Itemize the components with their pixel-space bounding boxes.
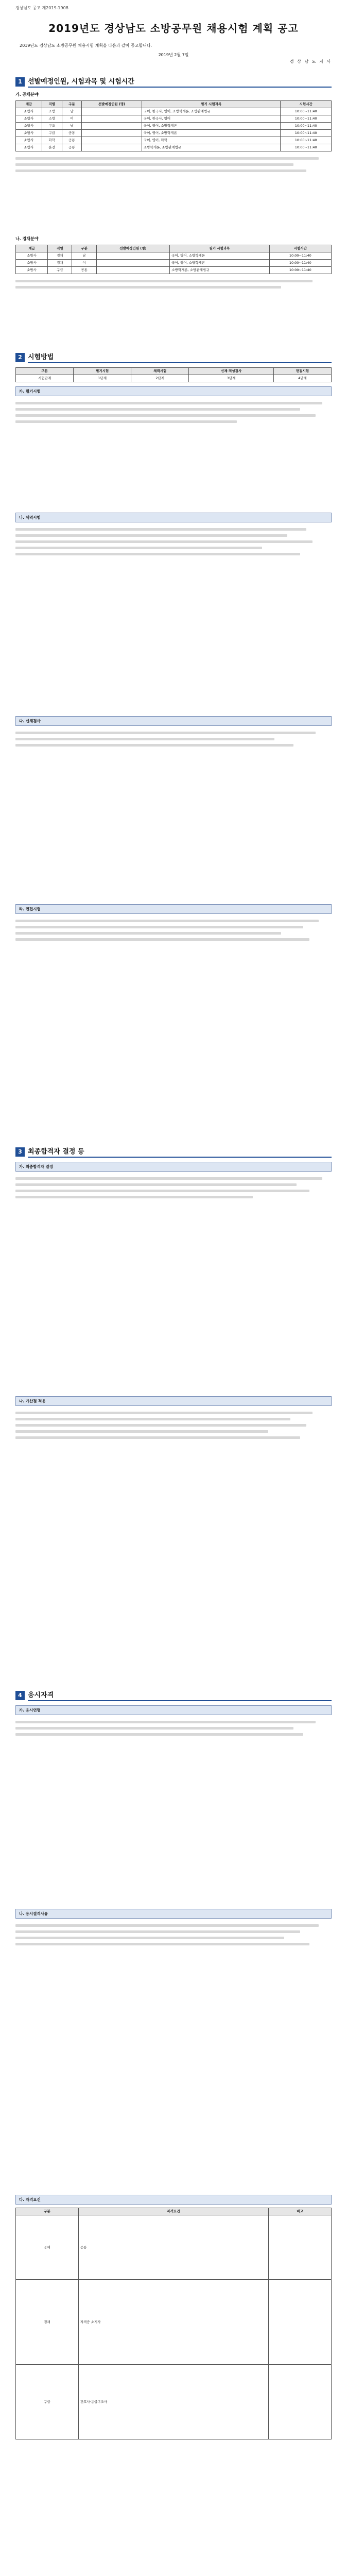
table-header: 필기시험 bbox=[74, 368, 131, 375]
table-header: 필기 시험과목 bbox=[170, 245, 269, 252]
table-cell: 1단계 bbox=[74, 375, 131, 382]
subsection-box: 가. 필기시험 bbox=[15, 386, 332, 396]
section-title: 응시자격 bbox=[28, 1689, 332, 1701]
table-cell: 국어, 한국사, 영어, 소방학개론, 소방관계법규 bbox=[142, 108, 280, 115]
table-cell: 소방사 bbox=[16, 267, 48, 274]
table-cell bbox=[82, 108, 142, 115]
table-row bbox=[16, 252, 332, 260]
section-4-header bbox=[15, 1689, 332, 1701]
table-header: 비고 bbox=[269, 2208, 332, 2215]
recruitment-table-career bbox=[15, 245, 332, 274]
table-cell: 국어, 영어, 소방학개론 bbox=[170, 260, 269, 267]
table-header: 계급 bbox=[16, 245, 48, 252]
table-cell bbox=[269, 2280, 332, 2365]
table-header: 직렬 bbox=[48, 245, 72, 252]
table-row bbox=[16, 2365, 332, 2439]
table-header: 면접시험 bbox=[273, 368, 331, 375]
intro-text: 2019년도 경상남도 소방공무원 채용시험 계획을 다음과 같이 공고합니다. bbox=[20, 43, 152, 48]
subsection-box: 나. 가산점 적용 bbox=[15, 1396, 332, 1406]
text-block bbox=[15, 914, 332, 1134]
table-row bbox=[16, 130, 332, 137]
table-cell: 소방사 bbox=[16, 108, 42, 115]
table-header: 신체·적성검사 bbox=[189, 368, 274, 375]
table-row bbox=[16, 115, 332, 123]
table-row bbox=[16, 260, 332, 267]
table-header: 직렬 bbox=[42, 101, 62, 108]
table-cell bbox=[96, 267, 170, 274]
table-header: 선발예정인원 (명) bbox=[96, 245, 170, 252]
table-cell: 소방사 bbox=[16, 252, 48, 260]
table-cell: 여 bbox=[62, 115, 82, 123]
page-title: 2019년도 경상남도 소방공무원 채용시험 계획 공고 bbox=[48, 22, 299, 35]
table-cell: 남 bbox=[62, 108, 82, 115]
section-2-header bbox=[15, 351, 332, 363]
table-cell: 남 bbox=[72, 252, 96, 260]
section-title: 선발예정인원, 시험과목 및 시험시간 bbox=[28, 76, 332, 88]
subsection-box: 가. 응시연령 bbox=[15, 1705, 332, 1715]
table-cell: 소방 bbox=[42, 108, 62, 115]
table-cell bbox=[269, 2365, 332, 2439]
table-cell: 10:00~11:40 bbox=[281, 130, 332, 137]
table-cell: 경채 bbox=[48, 252, 72, 260]
table-cell: 10:00~11:40 bbox=[281, 123, 332, 130]
table-cell: 10:00~11:40 bbox=[269, 252, 331, 260]
section-1-header bbox=[15, 76, 332, 88]
table-cell: 10:00~11:40 bbox=[269, 260, 331, 267]
subsection-box: 라. 면접시험 bbox=[15, 904, 332, 914]
notice-date: 2019년 2월 7일 bbox=[158, 53, 189, 57]
text-block bbox=[15, 1406, 332, 1678]
table-cell: 남 bbox=[62, 123, 82, 130]
table-row bbox=[16, 123, 332, 130]
table-cell: 공통 bbox=[62, 130, 82, 137]
table-cell: 공통 bbox=[72, 267, 96, 274]
subsection-heading: 나. 경채분야 bbox=[15, 236, 39, 241]
table-cell: 공통 bbox=[62, 137, 82, 144]
table-cell: 10:00~11:40 bbox=[281, 137, 332, 144]
section-number: 1 bbox=[15, 77, 25, 87]
table-cell: 구조 bbox=[42, 123, 62, 130]
table-cell: 3단계 bbox=[189, 375, 274, 382]
table-cell: 여 bbox=[72, 260, 96, 267]
table-cell: 구급 bbox=[48, 267, 72, 274]
table-header: 구분 bbox=[16, 368, 74, 375]
table-header: 시험시간 bbox=[269, 245, 331, 252]
note-block bbox=[15, 151, 332, 233]
table-cell bbox=[82, 137, 142, 144]
table-cell bbox=[96, 252, 170, 260]
table-cell: 운전 bbox=[42, 144, 62, 151]
section-title: 최종합격자 결정 등 bbox=[28, 1146, 332, 1158]
table-cell bbox=[82, 130, 142, 137]
section-number: 2 bbox=[15, 353, 25, 362]
table-cell: 국어, 영어, 화학 bbox=[142, 137, 280, 144]
text-block bbox=[15, 522, 332, 712]
table-row bbox=[16, 137, 332, 144]
section-number: 4 bbox=[15, 1691, 25, 1700]
subsection-box: 다. 자격요건 bbox=[15, 2195, 332, 2205]
subsection-box: 가. 최종합격자 결정 bbox=[15, 1162, 332, 1172]
note-block bbox=[15, 274, 332, 340]
table-cell bbox=[82, 115, 142, 123]
table-cell: 경채 bbox=[16, 2280, 79, 2365]
section-number: 3 bbox=[15, 1147, 25, 1157]
table-header: 시험시간 bbox=[281, 101, 332, 108]
table-cell: 2단계 bbox=[131, 375, 189, 382]
table-cell: 소방사 bbox=[16, 123, 42, 130]
table-cell: 소방 bbox=[42, 115, 62, 123]
table-header: 계급 bbox=[16, 101, 42, 108]
text-block bbox=[15, 726, 332, 900]
text-block bbox=[15, 1919, 332, 2191]
table-header: 선발예정인원 (명) bbox=[82, 101, 142, 108]
section-title: 시험방법 bbox=[28, 351, 332, 363]
table-cell: 국어, 영어, 소방학개론 bbox=[142, 130, 280, 137]
table-cell: 국어, 영어, 소방학개론 bbox=[170, 252, 269, 260]
table-row bbox=[16, 2280, 332, 2365]
section-3-header bbox=[15, 1146, 332, 1158]
table-cell: 소방사 bbox=[16, 144, 42, 151]
table-row bbox=[16, 144, 332, 151]
table-header: 구분 bbox=[72, 245, 96, 252]
qualification-table bbox=[15, 2208, 332, 2439]
table-cell: 자격증 소지자 bbox=[78, 2280, 268, 2365]
table-cell: 간호사·응급구조사 bbox=[78, 2365, 268, 2439]
notice-number: 경상남도 공고 제2019-1908 bbox=[15, 6, 68, 10]
exam-stage-table bbox=[15, 367, 332, 382]
table-row bbox=[16, 2215, 332, 2280]
subsection-box: 나. 응시결격사유 bbox=[15, 1909, 332, 1919]
text-block bbox=[15, 396, 332, 509]
table-cell: 공통 bbox=[78, 2215, 268, 2280]
table-row bbox=[16, 267, 332, 274]
table-cell: 국어, 한국사, 영어 bbox=[142, 115, 280, 123]
table-row bbox=[16, 108, 332, 115]
table-cell: 소방사 bbox=[16, 130, 42, 137]
table-cell: 10:00~11:40 bbox=[269, 267, 331, 274]
text-block bbox=[15, 1715, 332, 1905]
table-cell bbox=[96, 260, 170, 267]
table-cell bbox=[269, 2215, 332, 2280]
table-cell: 공통 bbox=[62, 144, 82, 151]
table-header: 구분 bbox=[62, 101, 82, 108]
recruitment-table-open bbox=[15, 100, 332, 151]
table-cell: 10:00~11:40 bbox=[281, 115, 332, 123]
table-cell: 경채 bbox=[48, 260, 72, 267]
table-cell: 소방사 bbox=[16, 260, 48, 267]
table-header: 필기 시험과목 bbox=[142, 101, 280, 108]
table-cell bbox=[82, 144, 142, 151]
table-row bbox=[16, 375, 332, 382]
table-cell: 구급 bbox=[42, 130, 62, 137]
table-cell: 공채 bbox=[16, 2215, 79, 2280]
table-cell bbox=[82, 123, 142, 130]
table-header: 구분 bbox=[16, 2208, 79, 2215]
subsection-box: 다. 신체검사 bbox=[15, 716, 332, 726]
table-cell: 소방사 bbox=[16, 115, 42, 123]
table-cell: 시험단계 bbox=[16, 375, 74, 382]
table-cell: 4단계 bbox=[273, 375, 331, 382]
text-block bbox=[15, 1172, 332, 1392]
table-cell: 국어, 영어, 소방학개론 bbox=[142, 123, 280, 130]
issuing-authority: 경 상 남 도 지 사 bbox=[289, 59, 332, 64]
subsection-heading: 가. 공채분야 bbox=[15, 92, 39, 97]
table-cell: 10:00~11:40 bbox=[281, 108, 332, 115]
table-header: 체력시험 bbox=[131, 368, 189, 375]
table-cell: 소방학개론, 소방관계법규 bbox=[142, 144, 280, 151]
subsection-box: 나. 체력시험 bbox=[15, 513, 332, 522]
table-cell: 소방학개론, 소방관계법규 bbox=[170, 267, 269, 274]
table-cell: 소방사 bbox=[16, 137, 42, 144]
table-cell: 10:00~11:40 bbox=[281, 144, 332, 151]
table-cell: 화학 bbox=[42, 137, 62, 144]
table-cell: 구급 bbox=[16, 2365, 79, 2439]
table-header: 자격요건 bbox=[78, 2208, 268, 2215]
